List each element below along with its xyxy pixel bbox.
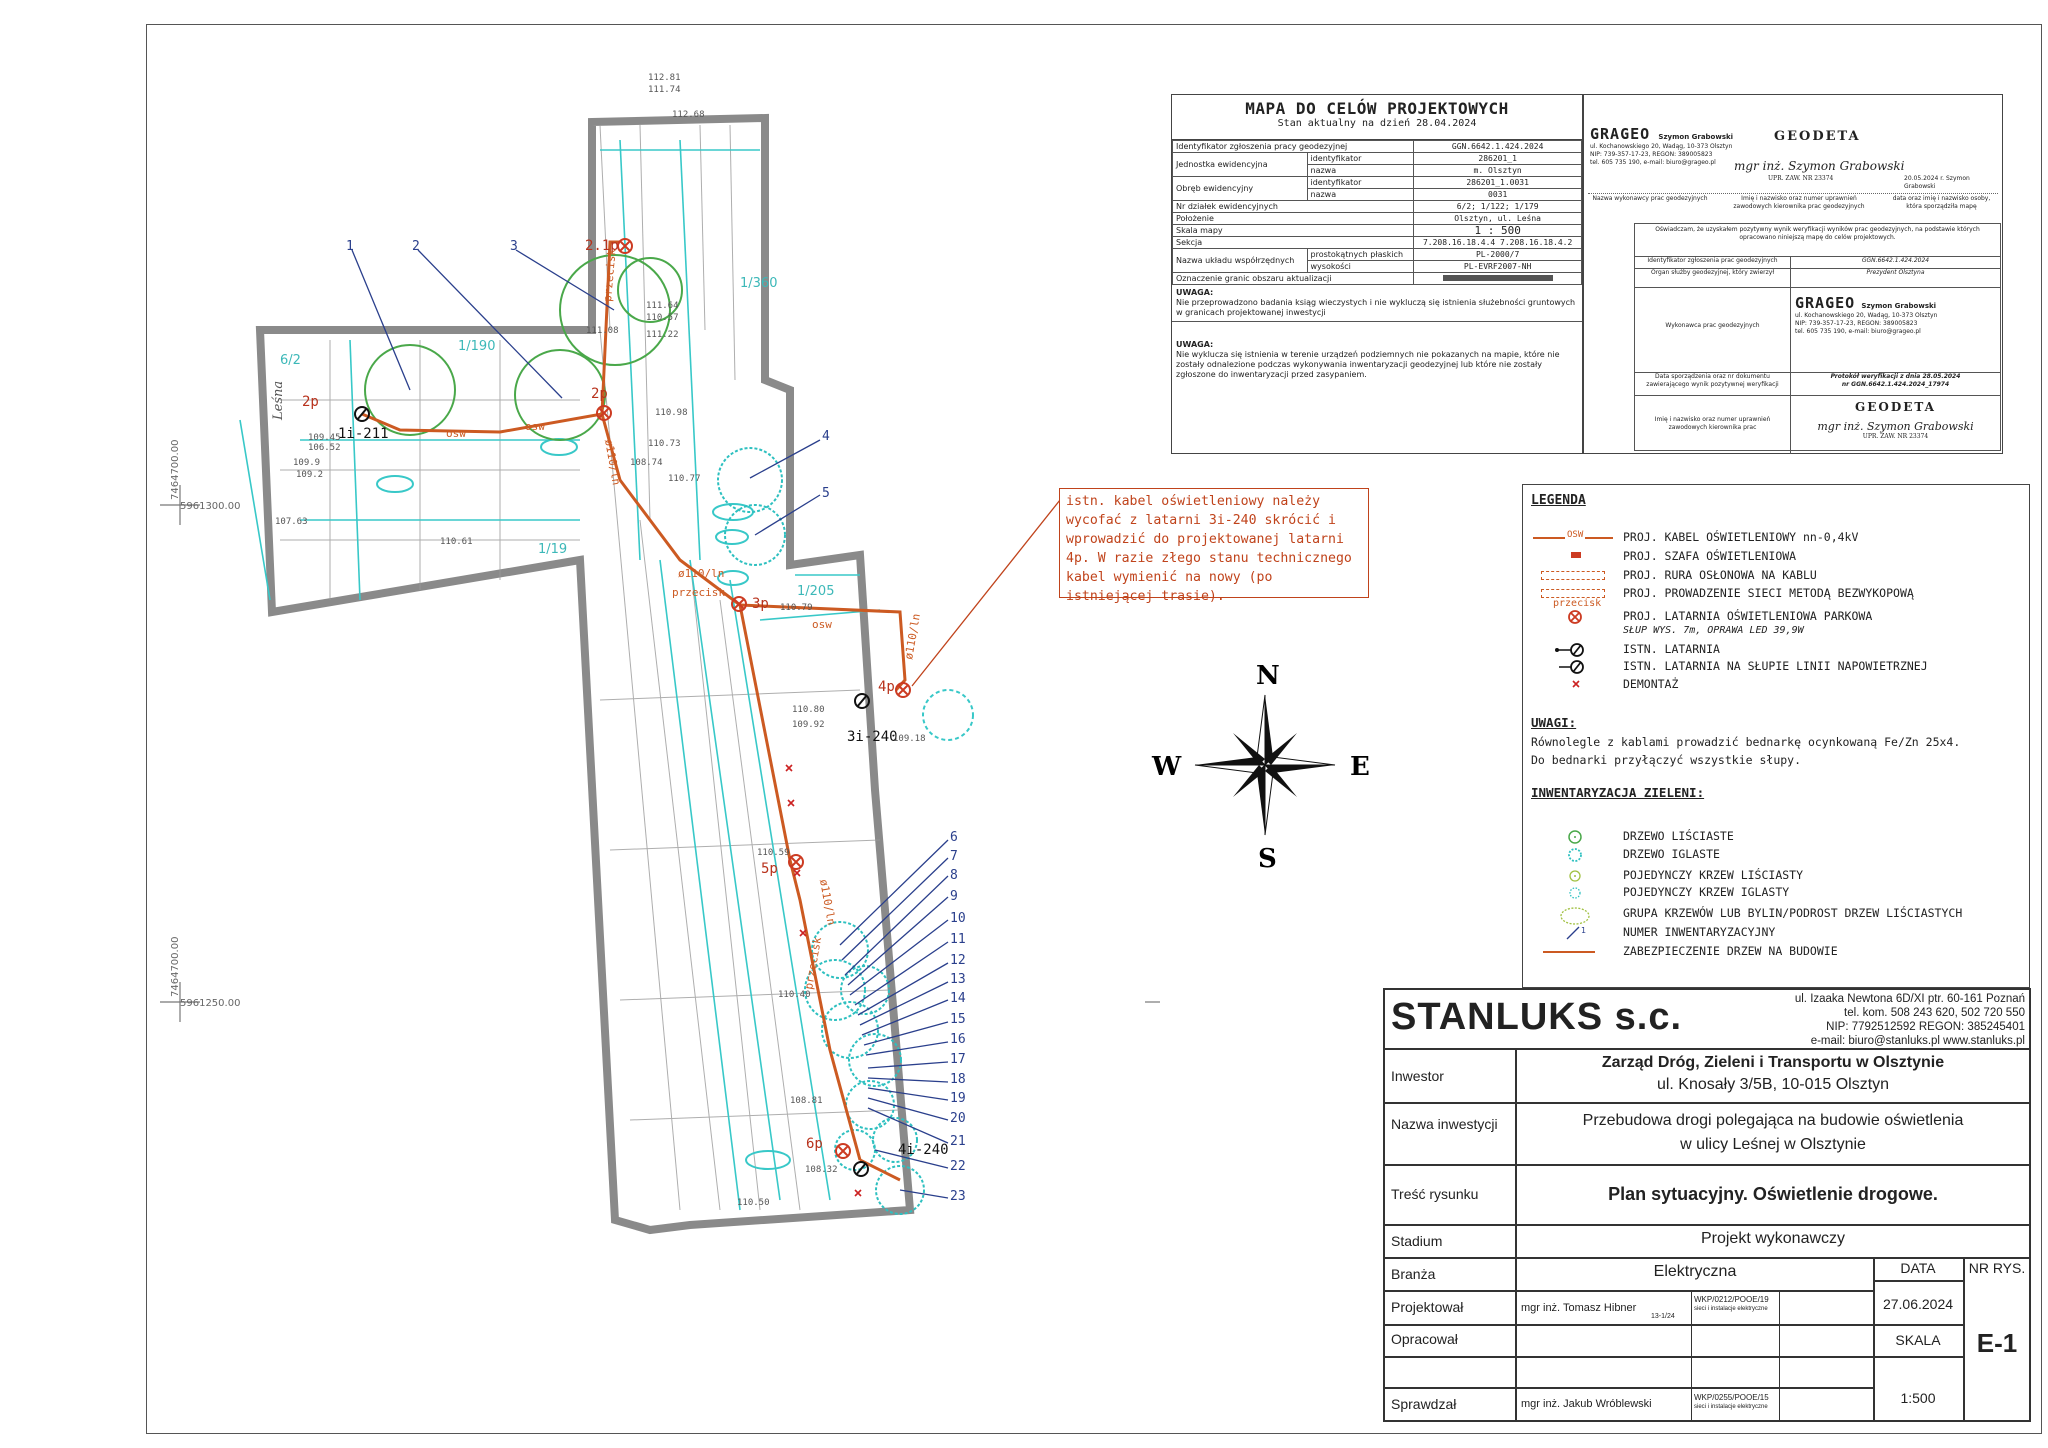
elevation: 108.81: [790, 1096, 823, 1106]
info-row: Identyfikator zgłoszenia pracy geodezyjnej GGN.6642.1.424.2024: [1173, 141, 1582, 153]
investment-name-2: w ulicy Leśnej w Olsztynie: [1680, 1136, 1866, 1153]
info-row: nazwa 0031: [1173, 189, 1582, 201]
pipe-symbol-icon: [1533, 568, 1613, 582]
pipe-label: ø110/ln: [817, 878, 838, 927]
verification-row: Data sporządzenia oraz nr dokumentu zawierającego wynik pozytywnej weryfikacji Protokół weryfikacji z dnia 28.05.2024 nr GGN.6642.1.424.2024_17974: [1635, 373, 2000, 396]
street-label: Leśna: [271, 380, 286, 420]
legend-item: DRZEWO IGLASTE: [1623, 847, 1720, 861]
designer-name: mgr inż. Tomasz Hibner: [1521, 1302, 1637, 1314]
tree-number: 18: [950, 1072, 966, 1087]
elevation: 107.63: [275, 517, 308, 527]
prepared-label: Opracował: [1391, 1331, 1458, 1347]
tree-number: 5: [822, 486, 830, 501]
legend-item: PROJ. RURA OSŁONOWA NA KABLU: [1623, 568, 1817, 582]
lamp-4p-icon: [896, 683, 910, 697]
branch-label: Branża: [1391, 1266, 1436, 1282]
scale-value: 1:500: [1900, 1390, 1936, 1406]
demolition-symbol-icon: [1533, 677, 1613, 691]
info-row: Nr działek ewidencyjnych 6/2; 1/122; 1/179: [1173, 201, 1582, 213]
tree-number: 6: [950, 830, 958, 845]
checker-label: Sprawdzał: [1391, 1396, 1457, 1412]
parcel-label: 6/2: [280, 353, 301, 368]
tree-number: 4: [822, 429, 830, 444]
legend-item-sub: SŁUP WYS. 7m, OPRAWA LED 39,9W: [1623, 625, 1804, 636]
parcel-label: 1/205: [797, 584, 835, 599]
legend-title: LEGENDA: [1531, 493, 1586, 508]
lamp-label: 6p: [806, 1136, 823, 1152]
title-block: [1383, 988, 2031, 1422]
tree-number: 1: [346, 239, 354, 254]
lamp-label: 5p: [761, 861, 778, 877]
info-row: Skala mapy 1 : 500: [1173, 225, 1582, 237]
cable-labels: [446, 248, 923, 991]
lamp-6p-icon: [836, 1144, 850, 1158]
deciduous-tree-icon: [1533, 829, 1613, 843]
legend-item: PROJ. PROWADZENIE SIECI METODĄ BEZWYKOPOWĄ: [1623, 586, 1914, 600]
designer-label: Projektował: [1391, 1299, 1464, 1315]
surveyor-company: GRAGEO Szymon Grabowski ul. Kochanowskiego 20, Wadąg, 10-373 Olsztyn NIP: 739-357-17-23, REGON: 389005823 tel. 605 735 190, e-mail: biuro@grageo.pl: [1590, 125, 1734, 166]
content-label: Treść rysunku: [1391, 1186, 1479, 1202]
legend-item: PROJ. SZAFA OŚWIETLENIOWA: [1623, 549, 1797, 563]
investor-name: Zarząd Dróg, Zieleni i Transportu w Olsztynie: [1601, 1054, 1945, 1071]
compass-s: S: [1258, 844, 1277, 870]
coordinate: 5961250.00: [180, 998, 241, 1009]
north-arrow: [1150, 660, 1380, 870]
tree-number: 8: [950, 868, 958, 883]
elevation: 110.98: [655, 408, 688, 418]
legend-item: POJEDYNCZY KRZEW IGLASTY: [1623, 885, 1790, 899]
investment-boundary: [260, 118, 910, 1230]
legend-item: ZABEZPIECZENIE DRZEW NA BUDOWIE: [1623, 944, 1838, 958]
tree-number: 19: [950, 1091, 966, 1106]
tree-number: 22: [950, 1159, 966, 1174]
elevation: 108.32: [805, 1165, 838, 1175]
tree-number: 23: [950, 1189, 966, 1204]
przecisk-label: przecisk: [802, 936, 825, 991]
legend-item: DRZEWO LIŚCIASTE: [1623, 829, 1734, 843]
lamp-label: 2p: [591, 386, 608, 402]
callout-leader: [912, 500, 1060, 686]
info-row: Obręb ewidencyjny identyfikator 286201_1.0031: [1173, 177, 1582, 189]
parcel-label: 1/19: [538, 542, 568, 557]
info-row: Nazwa układu współrzędnych prostokątnych płaskich PL-2000/7: [1173, 249, 1582, 261]
grageo-logo: GRAGEO: [1590, 125, 1651, 143]
elevation: 106.52: [308, 443, 341, 453]
tree-number: 9: [950, 889, 958, 904]
legend-item: PROJ. KABEL OŚWIETLENIOWY nn-0,4kV: [1623, 530, 1859, 544]
lamp-label: 1i-211: [338, 426, 389, 442]
existing-lamp-symbol-icon: [1533, 642, 1613, 656]
park-lamp-symbol-icon: [1533, 609, 1613, 623]
compass-e: E: [1350, 752, 1370, 782]
coniferous-shrub-icon: [1533, 885, 1613, 899]
tree-number: 7: [950, 849, 958, 864]
cabinet-symbol-icon: [1533, 549, 1613, 563]
legend-panel: [1522, 484, 2030, 988]
surveyor-block: GRAGEO Szymon Grabowski ul. Kochanowskiego 20, Wadąg, 10-373 Olsztyn NIP: 739-357-17-23, REGON: 389005823 tel. 605 735 190, e-mail: biuro@grageo.pl GEODETA mgr inż. Szymon Grabowski UPR. ZAW. NR 23374 20.05.2024 r. Szymon Grabowski Nazwa wykonawcy prac geodezyjnych Imię i nazwisko oraz numer uprawnień zawodowych kierownika prac geodezyjnych data oraz imię i nazwisko osoby, która sporządziła mapę Oświadczam, że uzyskałem pozytywny wynik weryfikacji wyników prac geodezyjnych, na podstawie których opracowano niniejszą mapę do celów projektowych. Identyfikator zgłoszenia prac geodezyjnych GGN.6642.1.424.2024 Organ służby geodezyjnej, który zwierzył Prezydent Olsztyna Wykonawca prac geodezyjnych GRAGEO Szymon Grabowski ul. Kochanowskiego 20, Wadąg, 10-373 Olsztyn NIP: 739-357-17-23, REGON: 389005823 tel. 605 735 190, e-mail: biuro@grageo.pl Data sporządzenia oraz nr dokumentu zawierającego wynik pozytywnej weryfikacji Protokół weryfikacji z dnia 28.05.2024 nr GGN.6642.1.424.2024_17974 Imię i nazwisko oraz numer uprawnień zawodowych kierownika prac GEODETA mgr inż. Szymon Grabowski UPR. ZAW. NR 23374: [1583, 94, 2003, 454]
project-map-subtitle: Stan aktualny na dzień 28.04.2024: [1277, 118, 1477, 129]
checker-license-sub: sieci i instalacje elektryczne: [1694, 1404, 1768, 1410]
notes-title: UWAGI:: [1531, 715, 1577, 730]
przecisk-label: przecisk: [601, 248, 619, 303]
tree-number: 17: [950, 1052, 966, 1067]
elevation: 110.61: [440, 537, 473, 547]
designer-license: WKP/0212/POOE/19: [1694, 1295, 1769, 1304]
info-row: Sekcja 7.208.16.18.4.4 7.208.16.18.4.2: [1173, 237, 1582, 249]
verification-row: Imię i nazwisko oraz numer uprawnień zawodowych kierownika prac GEODETA mgr inż. Szymon Grabowski UPR. ZAW. NR 23374: [1635, 396, 2000, 454]
boundary-symbol: [1443, 275, 1553, 281]
cable-symbol-icon: OSW: [1533, 530, 1613, 544]
verification-row: Organ służby geodezyjnej, który zwierzył Prezydent Olsztyna: [1635, 269, 2000, 288]
tree-number: 15: [950, 1012, 966, 1027]
tree-number: 21: [950, 1134, 966, 1149]
designer-license-sub: sieci i instalacje elektryczne: [1694, 1306, 1768, 1312]
pipe-label: ø110/ln: [902, 612, 924, 661]
legend-item: PROJ. LATARNIA OŚWIETLENIOWA PARKOWA: [1623, 609, 1873, 623]
lamp-label: 2p: [302, 394, 319, 410]
investor-address: ul. Knosały 3/5B, 10-015 Olsztyn: [1656, 1076, 1890, 1093]
elevation: 111.08: [586, 326, 619, 336]
elevation: 112.81: [648, 73, 681, 83]
overhead-lamp-symbol-icon: [1533, 659, 1613, 673]
elevation: 108.74: [630, 458, 663, 468]
tree-number: 11: [950, 932, 966, 947]
elevation: 110.77: [668, 474, 701, 484]
drawing-number: E-1: [1976, 1328, 2018, 1358]
stage-value: Projekt wykonawczy: [1700, 1230, 1846, 1247]
geodeta-heading: GEODETA: [1774, 129, 1861, 144]
elevation: 110.79: [780, 603, 813, 613]
parcel-label: 1/190: [458, 339, 496, 354]
elevation: 110.57: [646, 313, 679, 323]
elevation: 110.80: [792, 705, 825, 715]
svg-text:1: 1: [1581, 926, 1587, 935]
verification-table: Oświadczam, że uzyskałem pozytywny wynik weryfikacji wyników prac geodezyjnych, na podstawie których opracowano niniejszą mapę do celów projektowych. Identyfikator zgłoszenia prac geodezyjnych GGN.6642.1.424.2024 Organ służby geodezyjnej, który zwierzył Prezydent Olsztyna Wykonawca prac geodezyjnych GRAGEO Szymon Grabowski ul. Kochanowskiego 20, Wadąg, 10-373 Olsztyn NIP: 739-357-17-23, REGON: 389005823 tel. 605 735 190, e-mail: biuro@grageo.pl Data sporządzenia oraz nr dokumentu zawierającego wynik pozytywnej weryfikacji Protokół weryfikacji z dnia 28.05.2024 nr GGN.6642.1.424.2024_17974 Imię i nazwisko oraz numer uprawnień zawodowych kierownika prac GEODETA mgr inż. Szymon Grabowski UPR. ZAW. NR 23374: [1634, 223, 2001, 451]
elevation: 111.22: [646, 330, 679, 340]
verification-row: Identyfikator zgłoszenia prac geodezyjnych GGN.6642.1.424.2024: [1635, 257, 2000, 269]
osw-label: osw: [812, 618, 832, 631]
elevation: 110.40: [778, 990, 811, 1000]
projected-lamp-labels: [302, 238, 895, 1152]
branch-value: Elektryczna: [1653, 1263, 1737, 1280]
elevation: 112.68: [672, 110, 705, 120]
tree-number: 13: [950, 972, 966, 987]
lamp-1i-211-icon: [355, 407, 369, 421]
note-line: Równolegle z kablami prowadzić bednarkę ocynkowaną Fe/Zn 25x4.: [1531, 735, 1961, 749]
deciduous-trees: [365, 255, 682, 440]
compass-rose-icon: [1195, 695, 1335, 835]
inventory-leader-lines: [352, 250, 948, 1198]
stage-label: Stadium: [1391, 1233, 1443, 1249]
pipe-label: ø110/ln: [602, 438, 623, 487]
date-label: DATA: [1900, 1260, 1936, 1276]
compass-n: N: [1256, 661, 1280, 691]
osw-label: osw: [525, 420, 545, 433]
drawing-number-label: NR RYS.: [1968, 1260, 2026, 1276]
tree-number: 10: [950, 911, 966, 926]
lamp-label: 4p: [878, 679, 895, 695]
trenchless-symbol-icon: przecisk: [1533, 586, 1613, 610]
demolition-marks: [786, 765, 861, 1196]
elevation: 109.2: [296, 470, 324, 480]
elevation: 109.18: [893, 734, 926, 744]
existing-lamp-labels: [338, 426, 949, 1158]
legend-item: DEMONTAŻ: [1623, 677, 1679, 691]
project-info-rows: [1172, 140, 1582, 285]
note-1: UWAGA: Nie przeprowadzono badania ksiąg wieczystych i nie wykluczą się istnienia służebności gruntowych w granicach projektowanej inwestycji: [1172, 285, 1582, 322]
info-row: wysokości PL-EVRF2007-NH: [1173, 261, 1582, 273]
coordinate: 7464700.00: [170, 439, 181, 500]
info-row: nazwa m. Olsztyn: [1173, 165, 1582, 177]
shrub-group-icon: [1533, 905, 1613, 927]
elevation: 110.59: [757, 848, 790, 858]
przecisk-label: przecisk: [672, 586, 725, 599]
legend-item: GRUPA KRZEWÓW LUB BYLIN/PODROST DRZEW LIŚCIASTYCH: [1623, 906, 1963, 920]
tree-number: 3: [510, 239, 518, 254]
legend-item: NUMER INWENTARYZACYJNY: [1623, 925, 1776, 939]
note-line: Do bednarki przyłączyć wszystkie słupy.: [1531, 753, 1802, 767]
coniferous-tree-icon: [1533, 847, 1613, 861]
compass-w: W: [1152, 752, 1182, 782]
parcel-label: 1/360: [740, 276, 778, 291]
osw-label: osw: [446, 427, 466, 440]
legend-item: ISTN. LATARNIA NA SŁUPIE LINII NAPOWIETRZNEJ: [1623, 659, 1928, 673]
tree-number: 12: [950, 953, 966, 968]
legend-item: POJEDYNCZY KRZEW LIŚCIASTY: [1623, 868, 1804, 882]
deciduous-shrub-icon: [1533, 868, 1613, 882]
lamp-label: 2.1p: [585, 238, 619, 254]
note-2: UWAGA: Nie wyklucza się istnienia w terenie urządzeń podziemnych nie pokazanych na mapie, które nie zostały odnalezione podczas wykonywania inwentaryzacji geodezyjnej lub które nie zostały zgłoszone do inwentaryzacji przed zasypaniem.: [1176, 340, 1560, 379]
project-map-title: MAPA DO CELÓW PROJEKTOWYCH: [1245, 99, 1509, 118]
tree-protection-icon: [1533, 944, 1613, 958]
company-address: ul. Izaaka Newtona 6D/XI ptr. 60-161 Poznań tel. kom. 508 243 620, 502 720 550 NIP: 7792512592 REGON: 385245401 e-mail: biuro@stanluks.pl www.stanluks.pl: [1794, 993, 2025, 1047]
investor-label: Inwestor: [1391, 1068, 1444, 1084]
lamp-label: 3i-240: [847, 729, 898, 745]
existing-shrub-groups: [377, 439, 973, 1169]
inventory-number-icon: [1533, 925, 1613, 939]
designer-code: 13-1/24: [1651, 1313, 1675, 1320]
elevation: 109.45: [308, 433, 341, 443]
investment-label: Nazwa inwestycji: [1391, 1116, 1498, 1132]
checker-name: mgr inż. Jakub Wróblewski: [1521, 1398, 1652, 1410]
elevation: 111.74: [648, 85, 681, 95]
tree-number: 16: [950, 1032, 966, 1047]
surveyor-signature: mgr inż. Szymon Grabowski: [1734, 159, 1905, 173]
info-row: Oznaczenie granic obszaru aktualizacji: [1173, 273, 1582, 285]
verification-row: Wykonawca prac geodezyjnych GRAGEO Szymon Grabowski ul. Kochanowskiego 20, Wadąg, 10-373 Olsztyn NIP: 739-357-17-23, REGON: 389005823 tel. 605 735 190, e-mail: biuro@grageo.pl: [1635, 288, 2000, 373]
checker-license: WKP/0255/POOE/15: [1694, 1393, 1769, 1402]
legend-item: ISTN. LATARNIA: [1623, 642, 1720, 656]
tree-number: 14: [950, 991, 966, 1006]
pipe-label: ø110/ln: [678, 567, 725, 580]
greenery-title: INWENTARYZACJA ZIELENI:: [1531, 785, 1705, 800]
lamp-label: 4i-240: [898, 1142, 949, 1158]
date-value: 27.06.2024: [1882, 1296, 1954, 1312]
cable-callout-note: istn. kabel oświetleniowy należy wycofać z latarni 3i-240 skrócić i wprowadzić do projektowanej latarni 4p. W razie złego stanu technicznego kabel wymienić na nowy (po istniejącej trasie).: [1059, 488, 1369, 598]
tree-number: 2: [412, 239, 420, 254]
info-row: Jednostka ewidencyjna identyfikator 286201_1: [1173, 153, 1582, 165]
elevation: 109.9: [293, 458, 321, 468]
info-row: Położenie Olsztyn, ul. Leśna: [1173, 213, 1582, 225]
drawing-content: Plan sytuacyjny. Oświetlenie drogowe.: [1608, 1184, 1938, 1204]
lamp-label: 3p: [752, 596, 769, 612]
elevation: 109.92: [792, 720, 825, 730]
elevation: 110.50: [737, 1198, 770, 1208]
scale-label: SKALA: [1895, 1332, 1941, 1348]
coordinate: 7464700.00: [170, 936, 181, 997]
tree-number: 20: [950, 1111, 966, 1126]
project-map-info-table: [1171, 94, 1583, 454]
investment-name-1: Przebudowa drogi polegająca na budowie oświetlenia: [1582, 1112, 1964, 1129]
elevation: 111.64: [646, 301, 679, 311]
company-logo: STANLUKS s.c.: [1391, 996, 1683, 1038]
elevation: 110.73: [648, 439, 681, 449]
coordinate: 5961300.00: [180, 501, 241, 512]
